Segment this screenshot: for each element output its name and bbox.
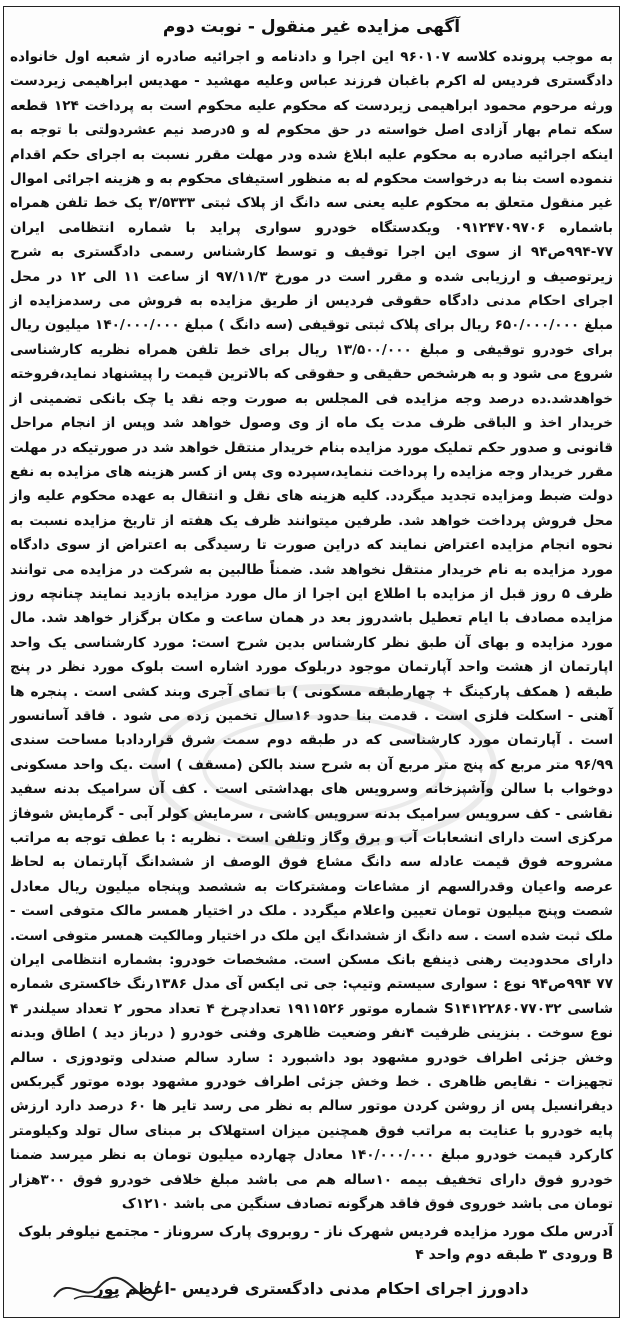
notice-title: آگهی مزایده غیر منقول - نوبت دوم (162, 17, 461, 37)
notice-body (4, 45, 619, 1217)
handwritten-signature (44, 1269, 164, 1309)
notice-paragraph: به موجب پرونده کلاسه ۹۶۰۱۰۷ این اجرا و دادنامه و اجرائیه صادره از شعبه اول خانواده دادگستری فردیس له اکرم باغبان فرزند عباس وعلیه مهشید - مهدیس ابراهیمی زیردست ورثه مرحوم محمود ابراهیمی زیردست که محکوم علیه محکوم است به پرداخت ۱۲۴ قطعه سکه تمام بهار آزادی اصل خواسته در حق محکوم له و ۵درصد نیم عشردولتی با توجه به اینکه اجرائیه صادره به محکوم علیه ابلاغ شده ودر مهلت مقرر نسبت به اجرای حکم اقدام ننموده است بنا به درخواست محکوم له به منظور استیفای محکوم به و هزینه اجرائی اموال غیر منقول متعلق به محکوم علیه یعنی سه دانگ از پلاک ثبتی ۳/۵۳۳۳ یک خط تلفن همراه باشماره ۰۹۱۲۴۷۰۹۷۰۶ ویکدستگاه خودرو سواری پراید با شماره انتظامی ایران ۷۷-۹۹۴ص۹۴ از سوی این اجرا توقیف و توسط کارشناس رسمی دادگستری به شرح زیرتوصیف و ارزیابی شده و مقرر است در مورخ ۹۷/۱۱/۳ از ساعت ۱۱ الی ۱۲ در محل اجرای احکام مدنی دادگاه حقوقی فردیس از طریق مزایده به فروش می رسدمزایده از مبلغ ۶۵۰/۰۰۰/۰۰۰ ریال برای پلاک ثبتی توقیفی (سه دانگ ) مبلغ ۱۴۰/۰۰۰/۰۰۰ میلیون ریال برای خودرو توقیفی و مبلغ ۱۳/۵۰۰/۰۰۰ ریال برای خط تلفن همراه نظریه کارشناسی شروع می شود و به هرشخص حقیقی و حقوقی که بالاترین قیمت را پیشنهاد نماید،فروخته خواهدشد.ده درصد وجه مزایده فی المجلس به صورت وجه نقد یا چک بانکی تضمینی از خریدار اخذ و الباقی ظرف مدت یک ماه از وی وصول خواهد شد وپس از انجام مراحل قانونی و صدور حکم تملیک مورد مزایده بنام خریدار منتقل خواهد شد در صورتیکه در مهلت مقرر خریدار وجه مزایده را پرداخت ننماید،سپرده وی پس از کسر هزینه های مزایده به نفع دولت ضبط ومزایده تجدید میگردد. کلیه هزینه های نقل و انتقال به عهده محکوم علیه واز محل فروش پرداخت خواهد شد. طرفین میتوانند ظرف یک هفته از تاریخ مزایده نسبت به نحوه انجام مزایده اعتراض نمایند که دراین صورت تا رسیدگی به اعتراض از سوی دادگاه مورد مزایده به نام خریدار منتقل نخواهد شد. ضمناً طالبین به شرکت در مزایده می توانند ظرف ۵ روز قبل از مزایده با اطلاع این اجرا از مال مورد مزایده بازدید نمایند چنانچه روز مزایده مصادف با ایام تعطیل باشدروز بعد در همان ساعت و مکان برگزار خواهد شد. مال مورد مزایده و بهای آن طبق نظر کارشناس بدین شرح است: مورد کارشناسی یک واحد اپارتمان از هشت واحد آپارتمان موجود دربلوک مورد اشاره است بلوک مورد نظر در پنج طبقه ( همکف پارکینگ + چهارطبقه مسکونی ) با نمای آجری وبند کشی است . پنجره ها آهنی - اسکلت فلزی است . قدمت بنا حدود ۱۶سال تخمین زده می شود . فاقد آسانسور است . آپارتمان مورد کارشناسی که در طبقه دوم سمت شرق قراردادبا مساحت سندی ۹۶/۹۹ متر مربع که پنج متر مربع آن به شرح سند بالکن (مسقف ) است .یک واحد مسکونی دوخواب با سالن وآشپزخانه وسرویس های بهداشتی است . کف آن سرامیک بدنه سفید نقاشی - کف سرویس سرامیک بدنه سرویس کاشی ، سرمایش کولر آبی - گرمایش شوفاژ مرکزی است دارای انشعابات آب و برق وگاز وتلفن است . نظریه : با عطف توجه به مراتب مشروحه فوق قیمت عادله سه دانگ مشاع فوق الوصف از ششدانگ آپارتمان به لحاظ عرصه واعیان وقدرالسهم از مشاعات ومشترکات به ششصد وپنجاه میلیون ریال معادل شصت وپنج میلیون تومان تعیین واعلام میگردد . ملک در اختیار همسر مالک متوفی است - ملک ثبت شده است . سه دانگ از ششدانگ این ملک در اختیار ومالکیت همسر متوفی است. دارای محدودیت رهنی ذینفع بانک مسکن است. مشخصات خودرو: بشماره انتظامی ایران ۷۷ ۹۹۴ص۹۴ نوع : سواری سیستم وتیپ: جی تی ایکس آی مدل ۱۳۸۶رنگ خاکستری شماره شاسی S۱۴۱۲۲۸۶۰۷۷۰۳۲ شماره موتور ۱۹۱۱۵۲۶ تعدادچرخ ۴ تعداد محور ۲ تعداد سیلندر ۴ نوع سوخت . بنزینی ظرفیت ۴نفر وضعیت ظاهری وفنی خودرو ( درباز دید ) اطاق وبدنه وخش جزئی اطراف خودرو مشهود بود داشبورد : سارد سالم صندلی وتودوزی . سالم تجهیزات - نقایص ظاهری . خط وخش جزئی اطراف خودرو مشهود بوده موتور گیربکس دیفرانسیل پس از روشن کردن موتور سالم به نظر می رسد تایر ها ۶۰ درصد دارد ارزش پایه خودرو با عنایت به مراتب فوق همچنین میزان استهلاک بر مبنای سال تولد وکیلومتر کارکرد قیمت خودرو مبلغ ۱۴۰/۰۰۰/۰۰۰ معادل چهارده میلیون تومان به نظر میرسد ضمنا خودرو فوق دارای تخفیف بیمه ۱۰ساله هم می باشد مبلغ خلافی خودرو فوق ۳۰۰هزار تومان می باشد خوروی فوق فاقد هرگونه تصادف سنگین می باشد ۱۲۱۰ک (10, 49, 614, 1213)
watermark-logo (134, 667, 514, 867)
signature-line: دادورز اجرای احکام مدنی دادگستری فردیس -اعظم پور (94, 1278, 529, 1298)
auction-notice (3, 6, 620, 1318)
property-address: آدرس ملک مورد مزایده فردیس شهرک ناز - روبروی پارک سروناز - مجتمع نیلوفر بلوک B ورودی ۳ طبقه دوم واحد ۴ (18, 1223, 613, 1263)
